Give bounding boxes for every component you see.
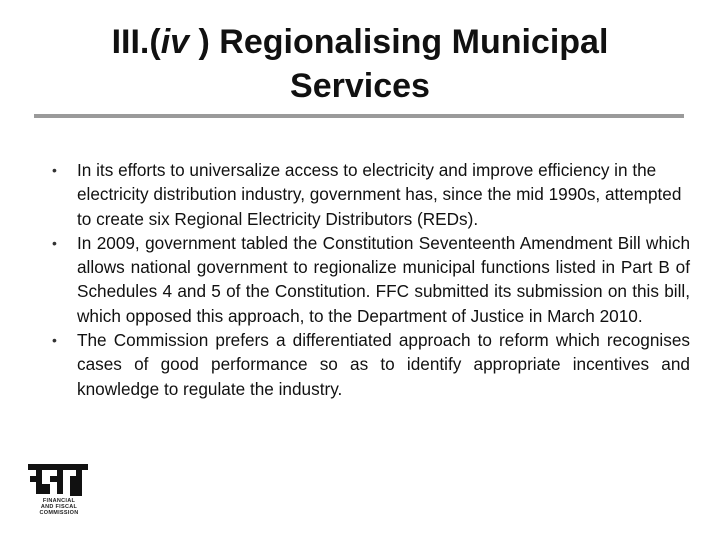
bullet-item [52,158,690,231]
bullet-list [52,158,690,401]
title-prefix: III.( [111,23,161,61]
bullet-marker: • [52,162,57,178]
bullet-marker: • [52,234,57,251]
bullet-marker: • [52,332,57,349]
logo-caption-line: FINANCIAL [42,498,76,504]
title-line2: Services [290,67,430,105]
bullet-text: In 2009, government tabled the Constitution Seventeenth Amendment Bill which allows national government to regionalize municipal functions listed in Part B of Schedules 4 and 5 of the Constitution. FFC submitted its submission on this bill, which opposed this approach, to the Department of Justice in March 2010. [77,232,690,326]
slide-title [40,20,680,108]
bullet-text: In its efforts to universalize access to electricity and improve efficiency in the electricity distribution industry, government has, since the mid 1990s, attempted to create six Regional Electricity Distributors (REDs). [77,160,682,229]
logo-caption [34,498,84,516]
logo-caption-line: AND FISCAL [40,504,78,510]
title-numeral: iv [160,23,190,61]
bullet-item [52,328,690,401]
title-rest: ) Regionalising Municipal [189,23,609,61]
bullet-item [52,231,690,328]
bullet-text: The Commission prefers a differentiated approach to reform which recognises cases of good performance so as to identify appropriate incentives and knowledge to regulate the industry. [77,330,690,399]
logo-caption-line: COMMISSION [39,510,79,516]
title-divider [34,114,684,118]
